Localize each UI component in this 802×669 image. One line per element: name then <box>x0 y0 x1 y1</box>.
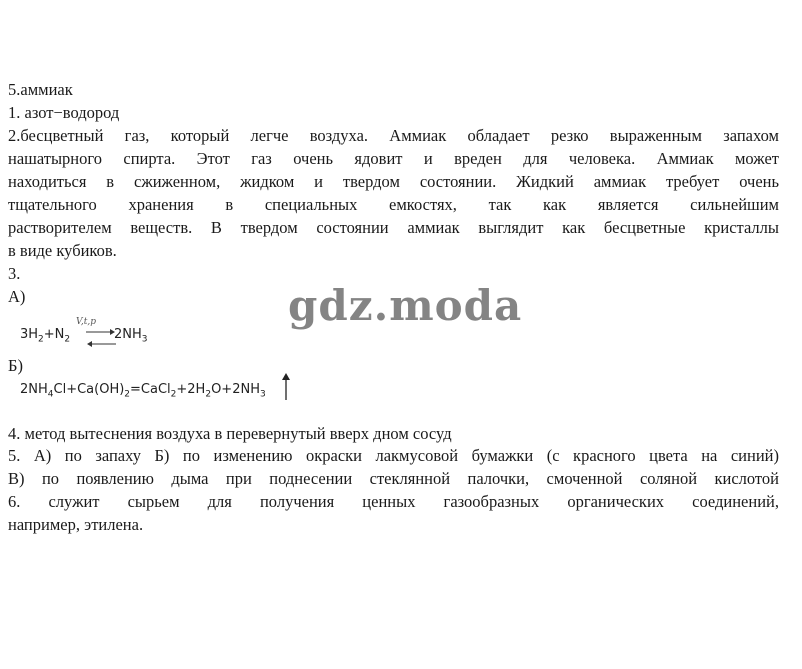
reversible-arrows <box>86 326 116 350</box>
answer-2-line-1: 2.бесцветный газ, который легче воздуха. Аммиак обладает резко выраженным запахом <box>8 126 779 145</box>
answer-2-line-2: нашатырного спирта. Этот газ очень ядовит и вреден для человека. Аммиак может <box>8 149 779 168</box>
answer-1: 1. азот−водород <box>8 103 120 122</box>
answer-6-line-2: например, этилена. <box>8 515 144 534</box>
gas-release-arrow-icon <box>281 373 291 401</box>
answer-4: 4. метод вытеснения воздуха в перевернутый вверх дном сосуд <box>8 424 452 443</box>
watermark: gdz.moda <box>288 281 523 330</box>
answer-5-line-1: 5. А) по запаху Б) по изменению окраски лакмусовой бумажки (с красного цвета на синий) <box>8 446 779 465</box>
answer-2-line-5: растворителем веществ. В твердом состоянии аммиак выглядит как бесцветные кристаллы <box>8 218 779 237</box>
equation-a-product: $2NH_3$ <box>114 327 148 345</box>
answer-2-line-6: в виде кубиков. <box>8 241 117 260</box>
reaction-condition: V,t,p <box>76 317 97 327</box>
answer-2-line-3: находиться в сжиженном, жидком и твердом состоянии. Жидкий аммиак требует очень <box>8 172 779 191</box>
answer-6-line-1: 6. служит сырьем для получения ценных газообразных органических соединений, <box>8 492 779 511</box>
equation-b: $2NH_4Cl+Ca(OH)_2=CaCl_2+2H_2O+2NH_3$ <box>20 382 266 400</box>
equation-a-reactants: $3H_2+N_2$ <box>20 327 71 345</box>
item-5-title: 5.аммиак <box>8 80 73 99</box>
answer-3-part-b: Б) <box>8 356 23 375</box>
answer-2-line-4: тщательного хранения в специальных емкостях, так как является сильнейшим <box>8 195 779 214</box>
answer-3-number: 3. <box>8 264 21 283</box>
answer-5-line-2: В) по появлению дыма при поднесении стеклянной палочки, смоченной соляной кислотой <box>8 469 779 488</box>
answer-3-part-a: А) <box>8 287 26 306</box>
